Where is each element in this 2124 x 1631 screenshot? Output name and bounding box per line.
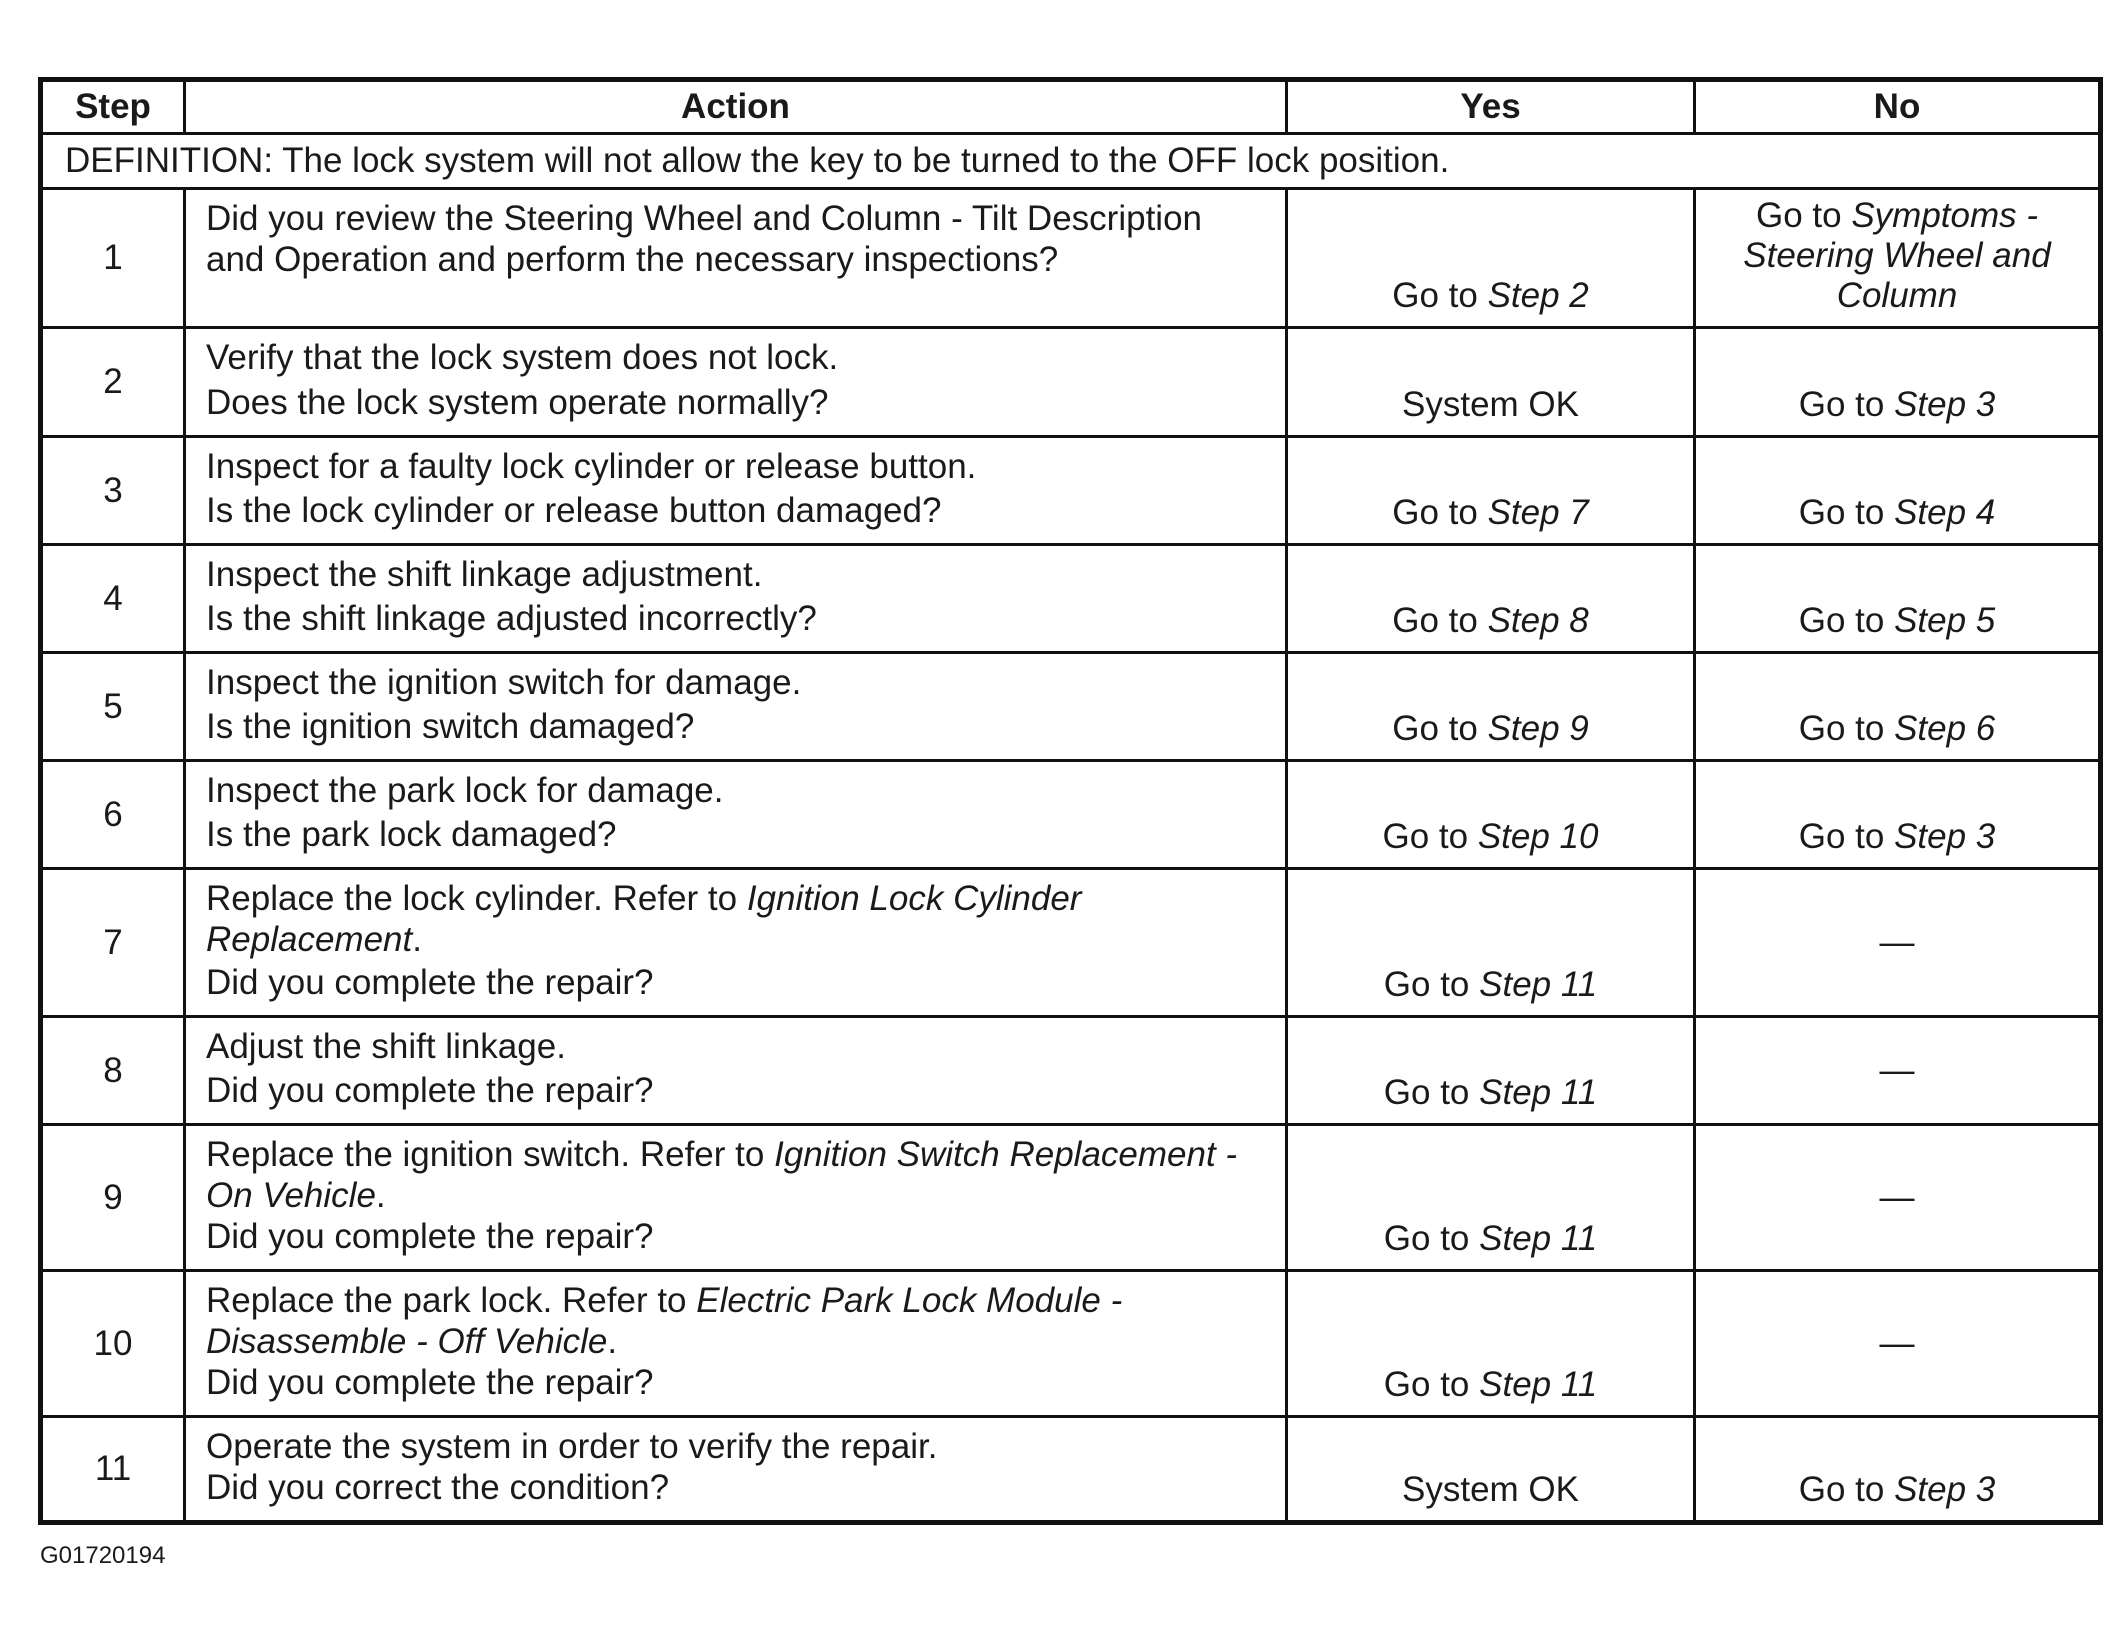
action-text: Inspect the park lock for damage.: [206, 771, 724, 810]
yes-prefix: Go to: [1392, 709, 1488, 748]
no-prefix: Go to: [1798, 385, 1895, 424]
step-number: 10: [41, 1271, 185, 1417]
action-end: .: [607, 1322, 618, 1361]
yes-prefix: Go to: [1392, 601, 1488, 640]
action-cell: [185, 653, 1287, 761]
no-step-link[interactable]: Step 3: [1894, 817, 1996, 856]
action-cell: [185, 328, 1287, 437]
action-question: Is the shift linkage adjusted incorrectly?: [206, 599, 817, 638]
yes-prefix: Go to: [1382, 817, 1478, 856]
no-symptoms-link[interactable]: Symptoms - Steering Wheel and Column: [1743, 196, 2051, 315]
no-step-link[interactable]: Step 3: [1894, 1470, 1996, 1509]
action-text: Verify that the lock system does not lock.: [206, 338, 839, 377]
yes-cell: [1287, 189, 1695, 328]
no-prefix: Go to: [1798, 817, 1895, 856]
yes-cell: [1287, 1271, 1695, 1417]
no-step-link[interactable]: Step 3: [1894, 385, 1996, 424]
table-row: [41, 761, 2101, 869]
action-text: [206, 1280, 1263, 1362]
action-cell: [185, 437, 1287, 545]
yes-cell: System OK: [1287, 328, 1695, 437]
yes-step-link[interactable]: Step 10: [1477, 817, 1599, 856]
yes-prefix: Go to: [1383, 1219, 1480, 1258]
no-step-link[interactable]: Step 6: [1894, 709, 1996, 748]
no-cell: [1695, 437, 2101, 545]
action-end: .: [375, 1176, 386, 1215]
table-row: [41, 1271, 2101, 1417]
yes-cell: [1287, 653, 1695, 761]
header-row: [41, 80, 2101, 134]
no-cell: [1695, 761, 2101, 869]
action-cell: [185, 189, 1287, 328]
step-number: 5: [41, 653, 185, 761]
action-question: Is the lock cylinder or release button damaged?: [206, 491, 942, 530]
no-prefix: Go to: [1755, 196, 1852, 235]
yes-prefix: Go to: [1383, 1365, 1480, 1404]
yes-prefix: Go to: [1392, 493, 1488, 532]
no-cell: [1695, 1417, 2101, 1523]
step-number: 1: [41, 189, 185, 328]
header-no: No: [1695, 80, 2101, 134]
no-prefix: Go to: [1798, 601, 1895, 640]
no-cell: —: [1695, 1017, 2101, 1125]
table-row: [41, 869, 2101, 1017]
yes-step-link[interactable]: Step 2: [1487, 276, 1589, 315]
no-step-link[interactable]: Step 4: [1894, 493, 1996, 532]
table-row: [41, 1125, 2101, 1271]
no-cell: —: [1695, 1125, 2101, 1271]
procedure-link[interactable]: Ignition Switch Replacement - On Vehicle: [206, 1135, 1238, 1215]
no-cell: —: [1695, 1271, 2101, 1417]
yes-cell: [1287, 1125, 1695, 1271]
step-number: 3: [41, 437, 185, 545]
step-number: 6: [41, 761, 185, 869]
yes-step-link[interactable]: Step 11: [1479, 1219, 1598, 1258]
yes-step-link[interactable]: Step 8: [1487, 601, 1589, 640]
table-row: [41, 1417, 2101, 1523]
action-text: [206, 1134, 1263, 1216]
action-cell: [185, 869, 1287, 1017]
procedure-link[interactable]: Electric Park Lock Module - Disassemble - Off Vehicle: [206, 1281, 1123, 1361]
yes-step-link[interactable]: Step 11: [1479, 1365, 1598, 1404]
action-cell: [185, 1417, 1287, 1523]
action-cell: [185, 761, 1287, 869]
action-question: Is the ignition switch damaged?: [206, 707, 695, 746]
no-cell: [1695, 653, 2101, 761]
action-lead: Replace the park lock. Refer to: [206, 1281, 697, 1320]
action-text: [206, 878, 1263, 960]
yes-prefix: Go to: [1383, 1073, 1480, 1112]
definition-text: DEFINITION: The lock system will not allow the key to be turned to the OFF lock position.: [41, 134, 2101, 189]
action-question: Did you complete the repair?: [206, 1363, 654, 1402]
yes-step-link[interactable]: Step 9: [1487, 709, 1589, 748]
definition-row: [41, 134, 2101, 189]
table-row: [41, 437, 2101, 545]
action-question: Did you complete the repair?: [206, 1071, 654, 1110]
procedure-link[interactable]: Ignition Lock Cylinder Replacement: [206, 879, 1082, 959]
action-question: Did you complete the repair?: [206, 1217, 654, 1256]
yes-prefix: Go to: [1383, 965, 1480, 1004]
diagnostic-table: [38, 77, 2103, 1525]
action-question: Is the park lock damaged?: [206, 815, 617, 854]
action-text: Inspect the ignition switch for damage.: [206, 663, 802, 702]
no-prefix: Go to: [1798, 493, 1895, 532]
no-prefix: Go to: [1798, 1470, 1895, 1509]
action-lead: Replace the lock cylinder. Refer to: [206, 879, 747, 918]
table-row: [41, 328, 2101, 437]
yes-step-link[interactable]: Step 7: [1487, 493, 1589, 532]
action-text: Inspect the shift linkage adjustment.: [206, 555, 763, 594]
header-yes: Yes: [1287, 80, 1695, 134]
action-question: Did you complete the repair?: [206, 963, 654, 1002]
yes-cell: [1287, 761, 1695, 869]
action-text: Adjust the shift linkage.: [206, 1027, 566, 1066]
step-number: 9: [41, 1125, 185, 1271]
step-number: 8: [41, 1017, 185, 1125]
figure-code: G01720194: [40, 1542, 166, 1569]
header-step: Step: [41, 80, 185, 134]
no-step-link[interactable]: Step 5: [1894, 601, 1996, 640]
table-row: [41, 545, 2101, 653]
yes-cell: [1287, 869, 1695, 1017]
yes-cell: [1287, 1017, 1695, 1125]
action-text: Did you review the Steering Wheel and Column - Tilt Description and Operation and perform the necessary inspections?: [206, 199, 1202, 279]
header-action: Action: [185, 80, 1287, 134]
yes-cell: [1287, 437, 1695, 545]
no-cell: —: [1695, 869, 2101, 1017]
action-text: Inspect for a faulty lock cylinder or release button.: [206, 447, 977, 486]
yes-prefix: Go to: [1392, 276, 1488, 315]
table-row: [41, 653, 2101, 761]
action-cell: [185, 1271, 1287, 1417]
step-number: 7: [41, 869, 185, 1017]
action-end: .: [412, 920, 422, 959]
no-cell: [1695, 328, 2101, 437]
action-lead: Replace the ignition switch. Refer to: [206, 1135, 775, 1174]
no-cell: [1695, 189, 2101, 328]
yes-step-link[interactable]: Step 11: [1479, 965, 1598, 1004]
action-question: Did you correct the condition?: [206, 1468, 670, 1507]
action-cell: [185, 1125, 1287, 1271]
no-cell: [1695, 545, 2101, 653]
step-number: 4: [41, 545, 185, 653]
action-cell: [185, 545, 1287, 653]
yes-cell: [1287, 545, 1695, 653]
step-number: 2: [41, 328, 185, 437]
action-text: Operate the system in order to verify the repair.: [206, 1427, 938, 1466]
yes-step-link[interactable]: Step 11: [1479, 1073, 1598, 1112]
step-number: 11: [41, 1417, 185, 1523]
table-row: [41, 1017, 2101, 1125]
action-question: Does the lock system operate normally?: [206, 383, 829, 422]
yes-cell: System OK: [1287, 1417, 1695, 1523]
action-cell: [185, 1017, 1287, 1125]
table-row: [41, 189, 2101, 328]
no-prefix: Go to: [1798, 709, 1895, 748]
